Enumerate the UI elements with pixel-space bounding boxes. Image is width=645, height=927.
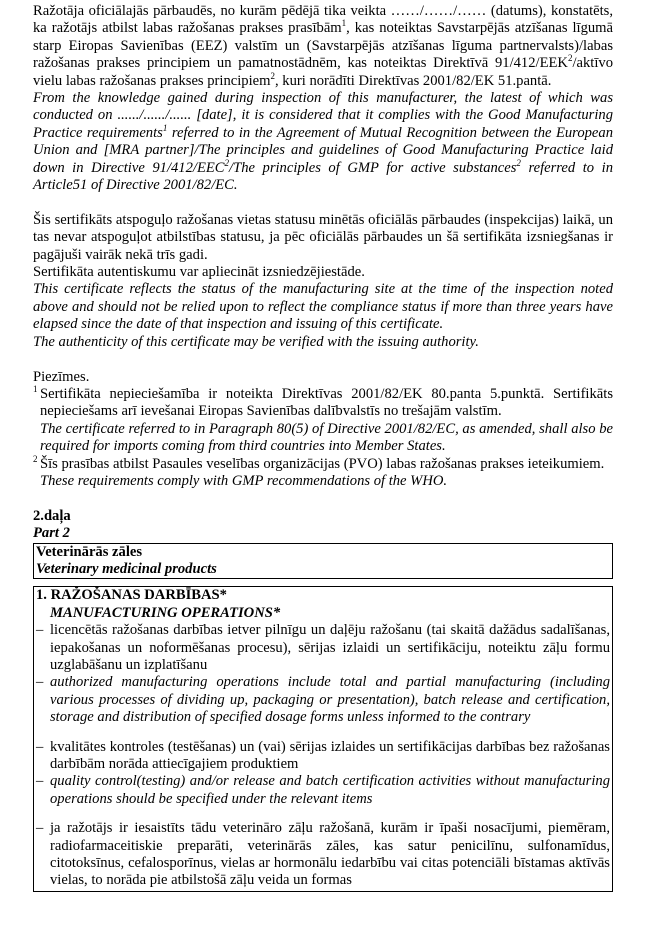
operation-item-1: – licencētās ražošanas darbības ietver pilnīgu un daļēju ražošanu (tai skaitā dažādus sadalīšanas, iepakošanas un noformēšanas procesu), sērijas izlaidi un sertifikāciju, noteiktu zāļu formu uzglabāšanu un izplatīšanu – authorized manufacturing operations include total and partial manufacturing (including various processes of dividing up, packaging or presentation), batch release and certification, storage and distribution of specified dosage forms unless informed to the contrary xyxy=(36,622,610,726)
vet-box-en: Veterinary medicinal products xyxy=(36,560,217,577)
status-lv-auth: Sertifikāta autentiskumu var apliecināt izsniedzējiestāde. xyxy=(33,264,365,281)
footnote-2-en: These requirements comply with GMP recommendations of the WHO. xyxy=(40,472,448,489)
operation-item-2-lv: kvalitātes kontroles (testēšanas) un (vai) sērijas izlaides un sertifikācijas darbības bez ražošanas darbībām norāda attiecīgajiem produktiem xyxy=(50,738,610,773)
manufacturing-operations-box xyxy=(33,586,613,892)
operations-title-en: MANUFACTURING OPERATIONS* xyxy=(50,604,281,621)
status-en: This certificate reflects the status of the manufacturing site at the time of the inspection noted above and should not be relied upon to reflect the compliance status if more than three years have elapsed since the date of that inspection and issuing of this certificate. xyxy=(33,281,613,333)
operation-item-3: – ja ražotājs ir iesaistīts tādu veterināro zāļu ražošanā, kurām ir īpaši nosacījumi, piemēram, radiofarmaceitiskie preparāti, veterinārās zāles, kas satur penicilīnu, sulfonamīdus, citotoksīnus, cefalosporīnus, vielas ar hormonālu iedarbību vai citas potenciāli bīstamas aktīvās vielas, to norāda pie atbilstošā zāļu veida un formas xyxy=(36,820,610,889)
operation-item-3-lv: ja ražotājs ir iesaistīts tādu veterināro zāļu ražošanā, kurām ir īpaši nosacījumi, piemēram, radiofarmaceitiskie preparāti, veterinārās zāles, kas satur penicilīnu, sulfonamīdus, citotoksīnus, cefalosporīnus, vielas ar hormonālu iedarbību vai citas potenciāli bīstamas aktīvās vielas, to norāda pie atbilstošā zāļu veida un formas xyxy=(50,820,610,889)
intro-en: From the knowledge gained during inspection of this manufacturer, the latest of which was conducted on ....../....../...... [date], it is considered that it complies with the Good Manufacturing Practice requirements$^1$ referred to in the Agreement of Mutual Recognition between the European Union and [MRA partner]/The principles and guidelines of Good Manufacturing Practice laid down in Directive 91/412/EEC$^2$/The principles of GMP for active substances$^2$ referred to in Article51 of Directive 2001/82/EC. xyxy=(33,90,613,194)
part-title-lv: 2.daļa xyxy=(33,507,71,524)
part-title-en: Part 2 xyxy=(33,525,70,542)
status-lv: Šis sertifikāts atspoguļo ražošanas vietas statusu minētās oficiālās pārbaudes (inspekcijas) laikā, un tas nevar atspoguļot atbilstības statusu, ja pēc oficiālās pārbaudes un šā sertifikāta izsniegšanas ir pagājuši vairāk nekā trīs gadi. xyxy=(33,211,613,263)
footnote-2-lv: Šīs prasības atbilst Pasaules veselības organizācijas (PVO) labas ražošanas prakses ieteikumiem. xyxy=(40,455,605,472)
notes-heading: Piezīmes. xyxy=(33,368,90,385)
operations-title-lv: 1. RAŽOŠANAS DARBĪBAS* xyxy=(36,587,227,604)
footnote-1: $^1$ Sertifikāta nepieciešamība ir noteikta Direktīvas 2001/82/EK 80.panta 5.punktā. Sertifikāts nepieciešams arī ievešanai Eiropas Savienības dalībvalstīs no trešajām valstīm. The certificate referred to in Paragraph 80(5) of Directive 2001/82/EC, as amended, shall also be required for imports coming from third countries into Member States. xyxy=(33,384,613,455)
operation-item-2: – kvalitātes kontroles (testēšanas) un (vai) sērijas izlaides un sertifikācijas darbības bez ražošanas darbībām norāda attiecīgajiem produktiem – quality control(testing) and/or release and batch certification activities without manufacturing operations should be specified under the relevant items xyxy=(36,738,610,807)
operation-item-1-lv: licencētās ražošanas darbības ietver pilnīgu un daļēju ražošanu (tai skaitā dažādus sadalīšanas, iepakošanas un noformēšanas procesu), sērijas izlaidi un sertifikāciju, noteiktu zāļu formu uzglabāšanu un izplatīšanu xyxy=(50,622,610,673)
status-en-auth: The authenticity of this certificate may be verified with the issuing authority. xyxy=(33,333,479,350)
footnote-1-en: The certificate referred to in Paragraph 80(5) of Directive 2001/82/EC, as amended, shall also be required for imports coming from third countries into Member States. xyxy=(40,420,613,455)
footnote-1-lv: Sertifikāta nepieciešamība ir noteikta Direktīvas 2001/82/EK 80.panta 5.punktā. Sertifikāts nepieciešams arī ievešanai Eiropas Savienības dalībvalstīs no trešajām valstīm. xyxy=(40,385,613,420)
footnote-2: $^2$ Šīs prasības atbilst Pasaules veselības organizācijas (PVO) labas ražošanas prakses ieteikumiem. These requirements comply with GMP recommendations of the WHO. xyxy=(33,456,613,491)
vet-box-lv: Veterinārās zāles xyxy=(36,543,143,560)
operation-item-1-en: authorized manufacturing operations include total and partial manufacturing (including various processes of dividing up, packaging or presentation), batch release and certification, storage and distribution of specified dosage forms unless informed to the contrary xyxy=(50,674,610,726)
operation-item-2-en: quality control(testing) and/or release and batch certification activities without manufacturing operations should be specified under the relevant items xyxy=(50,773,610,807)
intro-lv: Ražotāja oficiālajās pārbaudēs, no kurām pēdējā tika veikta ……/……/…… (datums), konstatēts, ka ražotājs atbilst labas ražošanas prakses prasībām$^1$, kas noteiktas Savstarpējās atzīšanas līgumā starp Eiropas Savienības (EEZ) valstīm un (Savstarpējās atzīšanas līguma partnervalsts)/labas ražošanas prakses principiem un pamatnostādnēm, kas noteiktas Direktīvā 91/412/EEK$^2$/aktīvo vielu labas ražošanas prakses principiem$^2$, kuri norādīti Direktīvas 2001/82/EK 51.pantā. xyxy=(33,3,614,89)
certificate-page xyxy=(33,3,613,892)
veterinary-products-box xyxy=(33,543,613,580)
